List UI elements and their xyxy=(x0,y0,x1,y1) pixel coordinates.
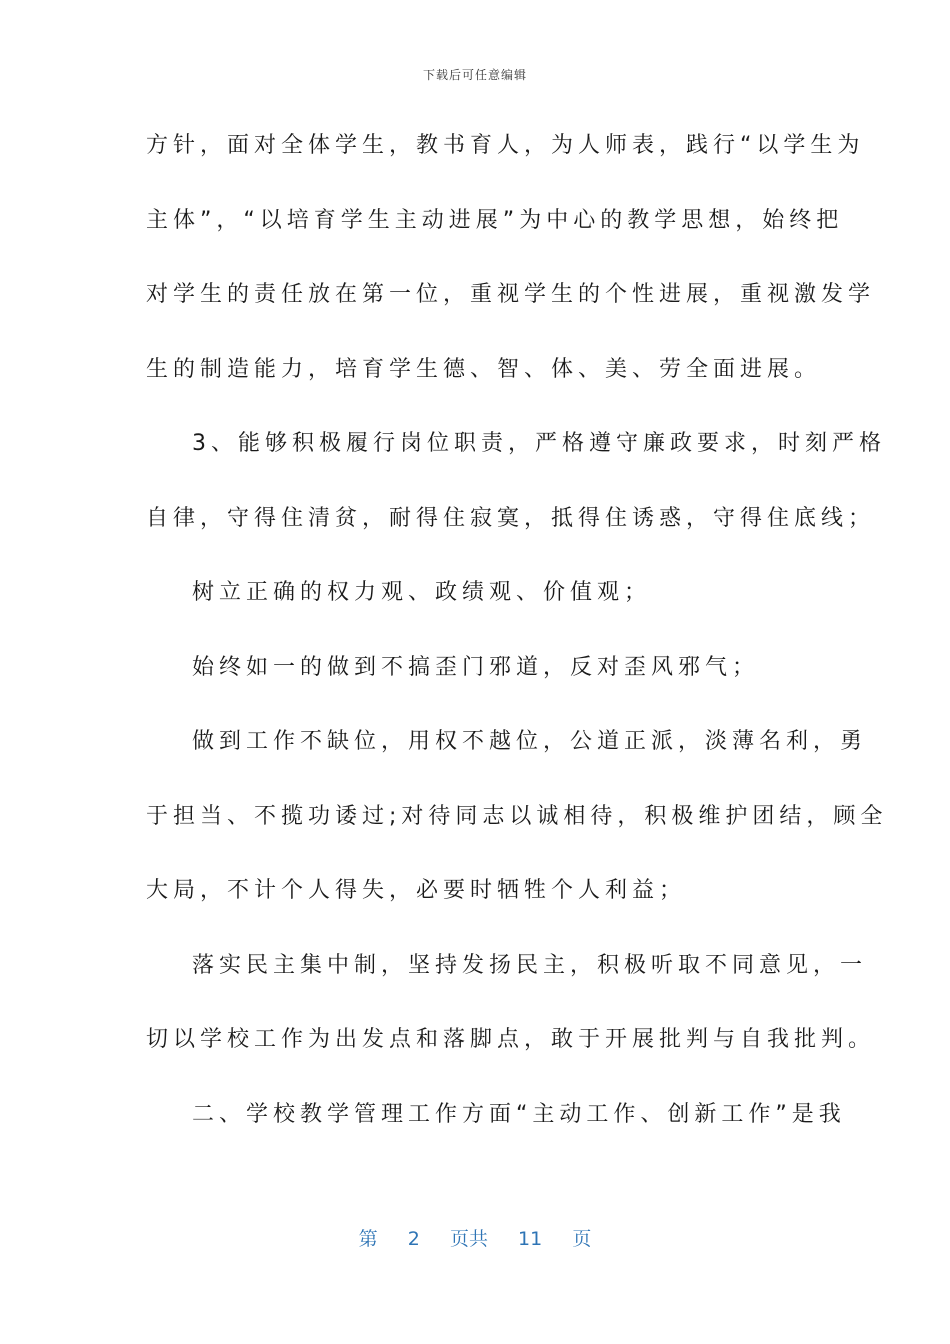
page-footer-prefix: 第 xyxy=(358,1228,378,1250)
text-line: 树立正确的权力观、政绩观、价值观； xyxy=(192,580,652,605)
text-line: 落实民主集中制，坚持发扬民主，积极听取不同意见，一 xyxy=(192,952,868,978)
text-line: 生的制造能力，培育学生德、智、体、美、劳全面进展。 xyxy=(146,356,822,382)
text-line: 切以学校工作为出发点和落脚点，敢于开展批判与自我批判。 xyxy=(146,1027,876,1052)
page-footer xyxy=(0,1224,950,1251)
text-line: 方针，面对全体学生，教书育人，为人师表，践行“以学生为 xyxy=(146,133,865,158)
text-line: 于担当、不揽功诿过;对待同志以诚相待，积极维护团结，顾全 xyxy=(146,803,888,829)
page-header: 下载后可任意编辑 xyxy=(422,68,527,82)
text-line: 大局，不计个人得失，必要时牺牲个人利益； xyxy=(146,878,687,903)
page-footer-suffix: 页 xyxy=(572,1228,592,1250)
document-body xyxy=(146,120,888,1163)
page-footer-middle: 页共 xyxy=(449,1228,488,1250)
text-line: 对学生的责任放在第一位，重视学生的个性进展，重视激发学 xyxy=(146,282,876,307)
text-line: 主体”，“以培育学生主动进展”为中心的教学思想，始终把 xyxy=(146,207,844,233)
total-pages-number: 11 xyxy=(518,1228,543,1250)
text-line: 自律，守得住清贫，耐得住寂寞，抵得住诱惑，守得住底线； xyxy=(146,505,876,531)
current-page-number: 2 xyxy=(407,1228,420,1250)
text-line: 二、学校教学管理工作方面“主动工作、创新工作”是我 xyxy=(192,1101,846,1127)
text-line: 始终如一的做到不搞歪门邪道，反对歪风邪气； xyxy=(192,654,760,680)
text-line: 3、能够积极履行岗位职责，严格遵守廉政要求，时刻严格 xyxy=(192,431,886,456)
text-line: 做到工作不缺位，用权不越位，公道正派，淡薄名利，勇 xyxy=(192,729,868,754)
